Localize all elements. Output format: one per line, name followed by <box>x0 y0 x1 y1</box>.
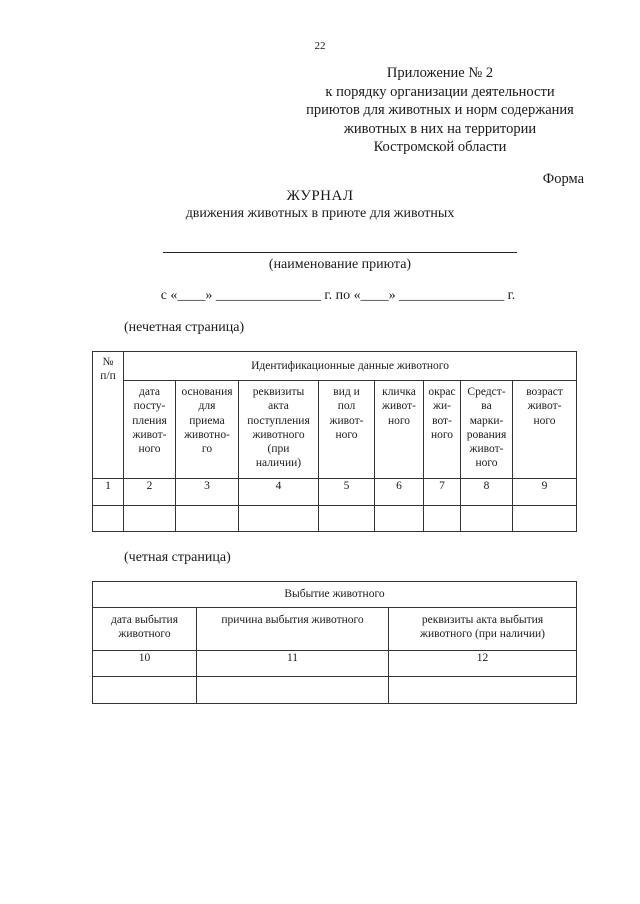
column-header: дата выбытия животного <box>93 608 197 651</box>
identification-group-header: Идентификационные данные животного <box>124 352 577 381</box>
form-label: Форма <box>542 171 584 187</box>
column-number: 4 <box>239 479 319 506</box>
column-number: 2 <box>124 479 176 506</box>
empty-cell <box>197 677 389 704</box>
empty-cell <box>389 677 577 704</box>
column-header: кличка живот- ного <box>375 381 424 479</box>
empty-cell <box>93 506 124 532</box>
appendix-header <box>290 64 590 157</box>
column-header: вид и пол живот- ного <box>319 381 375 479</box>
departure-group-header: Выбытие животного <box>93 582 577 608</box>
column-header: основания для приема животно- го <box>176 381 239 479</box>
column-number: 9 <box>513 479 577 506</box>
column-number: 7 <box>424 479 461 506</box>
column-number: 10 <box>93 651 197 677</box>
row-number-header: № п/п <box>93 352 124 479</box>
column-number: 8 <box>461 479 513 506</box>
empty-cell <box>513 506 577 532</box>
column-header: окрас жи- вот- ного <box>424 381 461 479</box>
column-number: 12 <box>389 651 577 677</box>
journal-title: ЖУРНАЛ <box>286 188 354 204</box>
column-number: 3 <box>176 479 239 506</box>
empty-cell <box>375 506 424 532</box>
column-number: 6 <box>375 479 424 506</box>
appendix-line: животных в них на территории <box>343 120 537 137</box>
appendix-line: Приложение № 2 <box>386 65 494 81</box>
empty-cell <box>239 506 319 532</box>
column-header: причина выбытия животного <box>197 608 389 651</box>
odd-page-caption: (нечетная страница) <box>124 320 245 335</box>
period-line: с «____» _______________ г. по «____» _______________ г. <box>160 288 516 303</box>
journal-subtitle: движения животных в приюте для животных <box>185 206 455 221</box>
column-header: реквизиты акта поступления животного (при наличии) <box>239 381 319 479</box>
column-number: 1 <box>93 479 124 506</box>
empty-cell <box>424 506 461 532</box>
column-header: возраст живот- ного <box>513 381 577 479</box>
empty-cell <box>93 677 197 704</box>
appendix-line: приютов для животных и норм содержания <box>306 102 574 118</box>
animal-departure-table <box>92 581 577 704</box>
shelter-name-line <box>163 252 517 253</box>
column-header: Средст- ва марки- рования живот- ного <box>461 381 513 479</box>
column-header: дата посту- пления живот- ного <box>124 381 176 479</box>
empty-cell <box>124 506 176 532</box>
column-header: реквизиты акта выбытия животного (при наличии) <box>389 608 577 651</box>
animal-identification-table <box>92 351 577 532</box>
page-number: 22 <box>314 40 326 52</box>
empty-cell <box>176 506 239 532</box>
column-number: 5 <box>319 479 375 506</box>
column-number: 11 <box>197 651 389 677</box>
shelter-name-caption: (наименование приюта) <box>268 257 412 272</box>
appendix-line: к порядку организации деятельности <box>325 83 555 100</box>
even-page-caption: (четная страница) <box>124 550 231 565</box>
appendix-line: Костромской области <box>373 139 507 155</box>
empty-cell <box>461 506 513 532</box>
empty-cell <box>319 506 375 532</box>
